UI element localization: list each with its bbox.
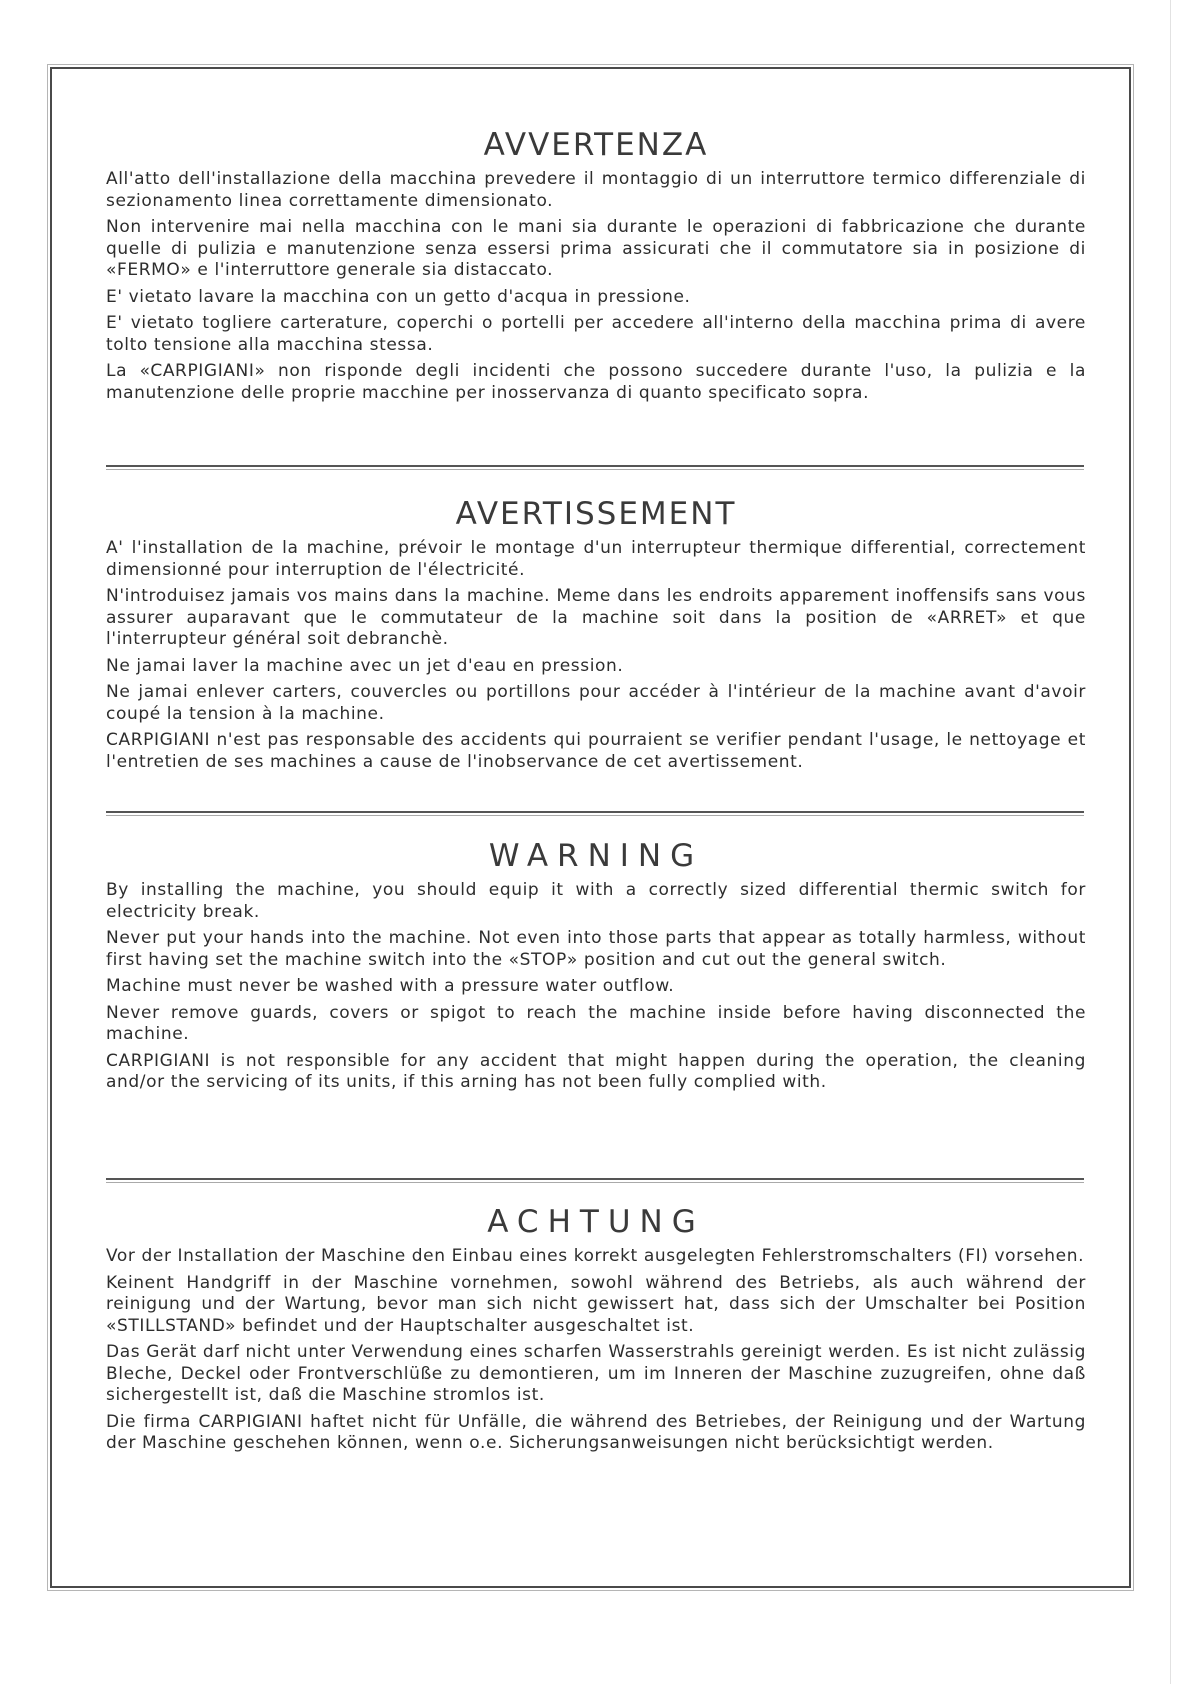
paragraph: A' l'installation de la machine, prévoir le montage d'un interrupteur thermique differential, correctement dimensionné pour interruption de l'électricité. [106,538,1086,580]
paragraph: La «CARPIGIANI» non risponde degli incidenti che possono succedere durante l'uso, la pulizia e la manutenzione delle proprie macchine per inosservanza di quanto specificato sopra. [106,361,1086,403]
section-divider [106,1178,1084,1180]
section-italian [106,127,1086,409]
paragraph: By installing the machine, you should equip it with a correctly sized differential thermic switch for electricity break. [106,880,1086,922]
section-english [106,838,1086,1099]
page-edge [1170,0,1187,1684]
heading-avertissement: AVERTISSEMENT [455,496,737,532]
section-divider [106,465,1084,467]
section-divider [106,811,1084,813]
section-french [106,496,1086,778]
paragraph: Keinent Handgriff in der Maschine vornehmen, sowohl während des Betriebs, als auch während der reinigung und der Wartung, bevor man sich nicht gewissert hat, dass sich der Umschalter bei Position «STILLSTAND» befindet und der Hauptschalter ausgeschaltet ist. [106,1272,1086,1336]
heading-achtung: ACHTUNG [487,1204,705,1240]
heading-avvertenza: AVVERTENZA [483,127,709,163]
paragraph: Ne jamai enlever carters, couvercles ou portillons pour accéder à l'intérieur de la machine avant d'avoir coupé la tension à la machine. [106,682,1086,724]
paragraph: Never remove guards, covers or spigot to reach the machine inside before having disconnected the machine. [106,1002,1086,1044]
paragraph: All'atto dell'installazione della macchina prevedere il montaggio di un interruttore termico differenziale di sezionamento linea correttamente dimensionato. [106,169,1086,211]
paragraph: E' vietato lavare la macchina con un getto d'acqua in pressione. [106,286,691,307]
paragraph: CARPIGIANI is not responsible for any accident that might happen during the operation, the cleaning and/or the servicing of its units, if this arning has not been fully complied with. [106,1050,1086,1092]
paragraph: CARPIGIANI n'est pas responsable des accidents qui pourraient se verifier pendant l'usage, le nettoyage et l'entretien de ses machines a cause de l'inobservance de cet avertissement. [106,730,1086,772]
section-german [106,1204,1086,1460]
paragraph: Non intervenire mai nella macchina con le mani sia durante le operazioni di fabbricazione che durante quelle di pulizia e manutenzione senza essersi prima assicurati che il commutatore sia in posizione di «FERMO» e l'interruttore generale sia distaccato. [106,217,1086,280]
paragraph: Ne jamai laver la machine avec un jet d'eau en pression. [106,655,624,676]
paragraph: Machine must never be washed with a pressure water outflow. [106,976,675,996]
paragraph: Die firma CARPIGIANI haftet nicht für Unfälle, die während des Betriebes, der Reinigung und der Wartung der Maschine geschehen können, wenn o.e. Sicherungsanweisungen nicht berücksichtigt werden. [106,1411,1086,1453]
paragraph: Das Gerät darf nicht unter Verwendung eines scharfen Wasserstrahls gereinigt werden. Es ist nicht zulässig Bleche, Deckel oder Frontverschlüße zu demontieren, um im Inneren der Maschine zuzugreifen, ohne daß sichergestellt ist, daß die Maschine stromlos ist. [106,1342,1086,1405]
paragraph: Never put your hands into the machine. Not even into those parts that appear as totally harmless, without first having set the machine switch into the «STOP» position and cut out the general switch. [106,928,1086,970]
paragraph: Vor der Installation der Maschine den Einbau eines korrekt ausgelegten Fehlerstromschalters (FI) vorsehen. [106,1246,1085,1266]
heading-warning: WARNING [488,838,704,874]
paragraph: N'introduisez jamais vos mains dans la machine. Meme dans les endroits apparement inoffensifs sans vous assurer auparavant que le commutateur de la machine soit dans la position de «ARRET» et que l'interrupteur général soit debranchè. [106,586,1086,649]
paragraph: E' vietato togliere carterature, coperchi o portelli per accedere all'interno della macchina prima di avere tolto tensione alla macchina stessa. [106,313,1086,355]
